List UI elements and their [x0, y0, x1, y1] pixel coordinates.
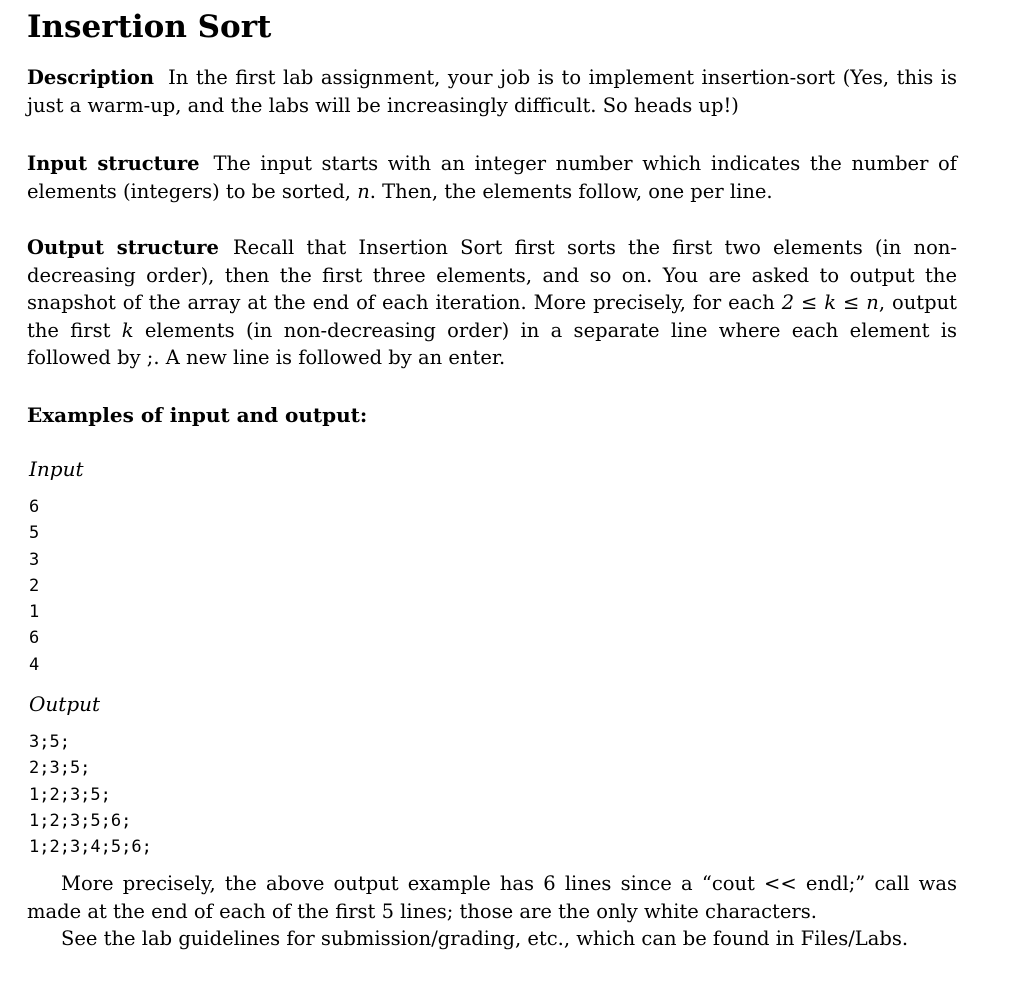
- description-paragraph: [27, 64, 957, 119]
- input-structure-text-b: . Then, the elements follow, one per line.: [369, 179, 773, 203]
- input-example-label: Input: [29, 457, 84, 481]
- output-structure-heading: Output structure: [27, 236, 219, 259]
- guidelines-note-paragraph: See the lab guidelines for submission/grading, etc., which can be found in Files/Labs.: [61, 927, 909, 950]
- input-line: 3: [29, 549, 40, 570]
- output-line: 3;5;: [29, 732, 70, 752]
- output-example-block: [29, 729, 152, 860]
- input-structure-heading: Input structure: [27, 152, 200, 175]
- output-structure-math-range: 2 ≤ k ≤ n: [781, 291, 879, 314]
- input-line: 4: [29, 654, 40, 675]
- output-structure-text-b: , output the first: [27, 291, 957, 342]
- input-line: 1: [29, 602, 40, 623]
- output-structure-text-c: elements (in non-decreasing order) in a separate line where each element is followed by ;. A new line is followed by an enter.: [27, 318, 957, 369]
- description-text: In the first lab assignment, your job is to implement insertion-sort (Yes, this is just a warm-up, and the labs will be increasingly difficult. So heads up!): [27, 66, 957, 117]
- output-structure-paragraph: [27, 234, 957, 372]
- input-example-block: [29, 494, 39, 678]
- output-line: 1;2;3;5;: [29, 784, 111, 805]
- input-structure-text-a: The input starts with an integer number which indicates the number of elements (integers) to be sorted,: [27, 152, 957, 203]
- input-line: 6: [29, 628, 40, 649]
- output-line: 1;2;3;4;5;6;: [29, 837, 152, 858]
- output-structure-var-k: k: [121, 318, 134, 342]
- examples-heading: Examples of input and output:: [27, 403, 368, 427]
- input-line: 6: [29, 497, 40, 517]
- input-structure-paragraph: [27, 150, 957, 205]
- output-line: 2;3;5;: [29, 758, 91, 779]
- input-line: 5: [29, 523, 40, 544]
- page-title: Insertion Sort: [27, 9, 272, 45]
- output-line: 1;2;3;5;6;: [29, 810, 132, 831]
- input-line: 2: [29, 575, 40, 596]
- output-example-label: Output: [29, 692, 101, 716]
- input-structure-var-n: n: [357, 179, 370, 203]
- description-heading: Description: [27, 66, 155, 89]
- output-note-paragraph: More precisely, the above output example has 6 lines since a “cout << endl;” call was made at the end of each of the first 5 lines; those are the only white characters.: [27, 872, 957, 923]
- output-structure-text-a: Recall that Insertion Sort first sorts the first two elements (in non-decreasing order), then the first three elements, and so on. You are asked to output the snapshot of the array at the end of each iteration. More precisely, for each: [27, 236, 957, 314]
